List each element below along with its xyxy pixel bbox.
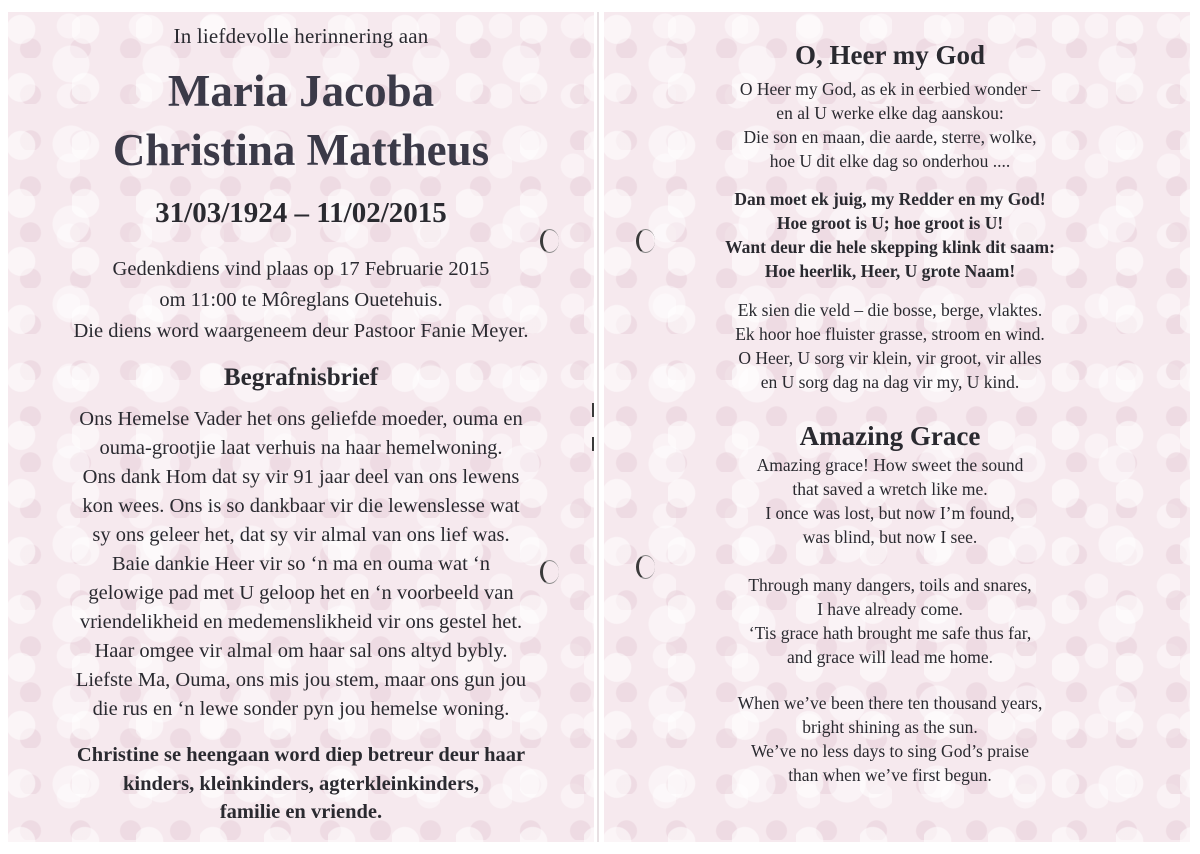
- letter-line: ouma-grootjie laat verhuis na haar hemelwoning.: [99, 437, 503, 459]
- hymn-verse: [590, 77, 1190, 173]
- verse-line: hoe U dit elke dag so onderhou ....: [769, 151, 1011, 171]
- verse-line: that saved a wretch like me.: [792, 479, 988, 499]
- verse-line: ‘Tis grace hath brought me safe thus far,: [748, 623, 1032, 643]
- chorus-line: Dan moet ek juig, my Redder en my God!: [734, 189, 1046, 209]
- letter-line: sy ons geleer het, dat sy vir almal van ons lief was.: [92, 524, 510, 546]
- letter-line: Baie dankie Heer vir so ‘n ma en ouma wat ‘n: [112, 553, 490, 575]
- service-line: Die diens word waargeneem deur Pastoor Fanie Meyer.: [73, 320, 529, 342]
- verse-line: Amazing grace! How sweet the sound: [756, 455, 1024, 475]
- verse-line: I have already come.: [817, 599, 963, 619]
- hymn-verse: [590, 298, 1190, 394]
- hymn-verse: [590, 573, 1190, 669]
- hymn-verse: [590, 453, 1190, 549]
- verse-line: Ek hoor hoe fluister grasse, stroom en wind.: [735, 324, 1045, 344]
- verse-line: O Heer, U sorg vir klein, vir groot, vir alles: [738, 348, 1042, 368]
- verse-line: Through many dangers, toils and snares,: [748, 575, 1032, 595]
- letter-line: Liefste Ma, Ouma, ons mis jou stem, maar ons gun jou: [75, 669, 527, 691]
- letter-line: die rus en ‘n lewe sonder pyn jou hemelse woning.: [92, 698, 510, 720]
- letter-line: vriendelikheid en medemenslikheid vir ons gestel het.: [79, 611, 523, 633]
- letter-line: gelowige pad met U geloop het en ‘n voorbeeld van: [88, 582, 514, 604]
- mourners-line: kinders, kleinkinders, agterkleinkinders,: [123, 772, 479, 795]
- service-line: om 11:00 te Môreglans Ouetehuis.: [159, 289, 443, 311]
- verse-line: O Heer my God, as ek in eerbied wonder –: [739, 79, 1041, 99]
- mourners-line: Christine se heengaan word diep betreur deur haar: [76, 744, 526, 766]
- chorus-line: Want deur die hele skepping klink dit saam:: [725, 237, 1055, 257]
- mourners-note: [8, 741, 594, 827]
- verse-line: Die son en maan, die aarde, sterre, wolke,: [743, 127, 1037, 147]
- hymn-chorus: [590, 187, 1190, 283]
- verse-line: When we’ve been there ten thousand years,: [737, 693, 1043, 713]
- verse-line: bright shining as the sun.: [802, 717, 978, 737]
- memorial-intro: In liefdevolle herinnering aan: [173, 24, 429, 48]
- funeral-letter: [8, 405, 594, 724]
- verse-line: and grace will lead me home.: [786, 647, 994, 667]
- verse-line: than when we’ve first begun.: [788, 765, 992, 785]
- punch-hole: [540, 229, 559, 253]
- service-details: [8, 254, 594, 347]
- letter-heading: Begrafnisbrief: [223, 364, 379, 391]
- chorus-line: Hoe groot is U; hoe groot is U!: [776, 213, 1004, 233]
- letter-line: Ons dank Hom dat sy vir 91 jaar deel van ons lewens: [82, 466, 520, 488]
- hymn-title: Amazing Grace: [799, 421, 981, 451]
- hymn-verse: [590, 691, 1190, 787]
- verse-line: en al U werke elke dag aanskou:: [776, 103, 1004, 123]
- verse-line: We’ve no less days to sing God’s praise: [750, 741, 1030, 761]
- letter-line: Ons Hemelse Vader het ons geliefde moeder, ouma en: [79, 408, 523, 430]
- hymn-title: O, Heer my God: [795, 40, 985, 70]
- verse-line: I once was lost, but now I’m found,: [765, 503, 1015, 523]
- name-line: Maria Jacoba: [167, 66, 435, 116]
- verse-line: was blind, but now I see.: [802, 527, 978, 547]
- verse-line: en U sorg dag na dag vir my, U kind.: [760, 372, 1020, 392]
- chorus-line: Hoe heerlik, Heer, U grote Naam!: [764, 261, 1016, 281]
- life-dates: 31/03/1924 – 11/02/2015: [155, 197, 447, 229]
- letter-line: kon wees. Ons is so dankbaar vir die lewenslesse wat: [82, 495, 520, 517]
- mourners-line: familie en vriende.: [219, 801, 383, 823]
- name-line: Christina Mattheus: [112, 125, 490, 175]
- service-line: Gedenkdiens vind plaas op 17 Februarie 2015: [112, 258, 490, 280]
- verse-line: Ek sien die veld – die bosse, berge, vlaktes.: [737, 300, 1043, 320]
- letter-line: Haar omgee vir almal om haar sal ons altyd bybly.: [94, 640, 508, 662]
- deceased-name: [8, 62, 594, 180]
